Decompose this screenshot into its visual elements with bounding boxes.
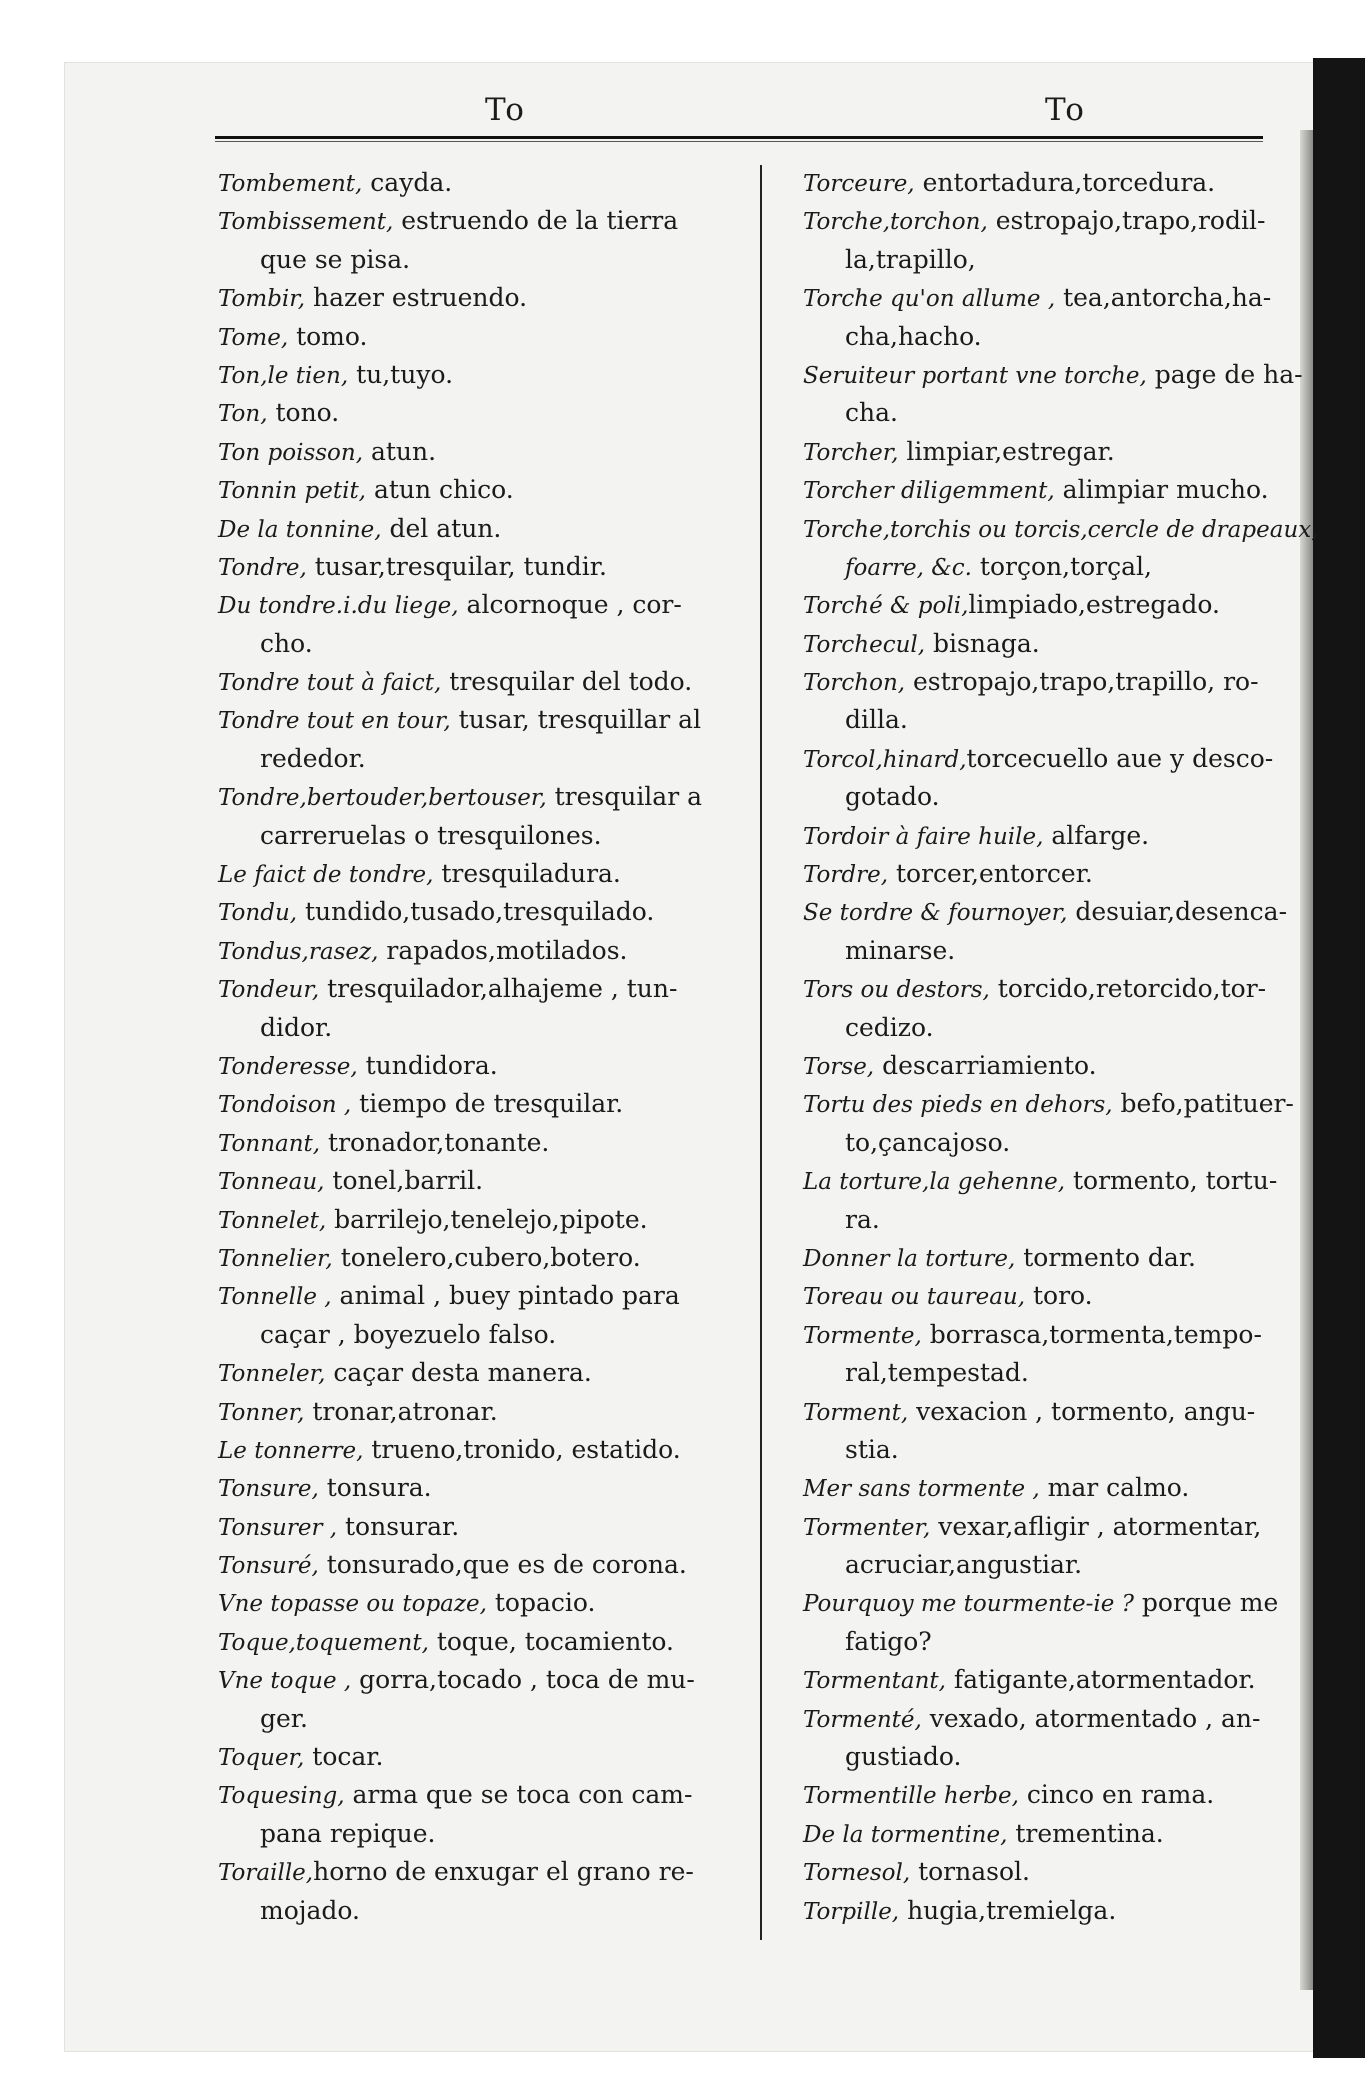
entry-translation: rapados,motilados. — [378, 935, 628, 965]
entry-headword: De la tormentine, — [803, 1821, 1008, 1848]
entry-headword: Pourquoy me tourmente-ie ? — [803, 1591, 1134, 1618]
entry-translation: tomo. — [288, 321, 368, 351]
entry-continuation-line — [803, 1354, 1303, 1392]
dictionary-entry — [803, 279, 1303, 317]
entry-headword: Torchon, — [803, 670, 906, 697]
entry-headword: Tondre, — [218, 554, 307, 581]
entry-translation: tiempo de tresquilar. — [351, 1089, 624, 1119]
entry-headword: Tombir, — [218, 286, 306, 313]
dictionary-entry — [218, 1738, 748, 1776]
entry-translation: estruendo de la tierra — [393, 206, 679, 236]
dictionary-entry — [803, 663, 1303, 701]
entry-translation: atun chico. — [366, 475, 514, 505]
entry-translation: entortadura,torcedura. — [914, 168, 1216, 197]
dictionary-entry — [218, 1393, 748, 1431]
dictionary-entry — [803, 471, 1303, 509]
entry-translation: torcer,entorcer. — [888, 859, 1093, 889]
entry-translation: tornasol. — [910, 1857, 1030, 1887]
entry-continuation-line — [803, 1201, 1303, 1239]
entry-headword: Tonnelier, — [218, 1245, 333, 1272]
dictionary-entry — [803, 510, 1319, 548]
entry-headword: Torche qu'on allume , — [803, 286, 1056, 313]
dictionary-entry — [803, 893, 1303, 931]
dictionary-entry — [803, 1239, 1303, 1277]
dictionary-entry — [218, 1546, 748, 1584]
entry-translation: tonsurado,que es de corona. — [318, 1550, 687, 1580]
entry-continuation-line — [803, 1431, 1303, 1469]
dictionary-entry — [803, 740, 1303, 778]
entry-translation: toro. — [1025, 1281, 1093, 1311]
entry-headword: Du tondre.i.du liege, — [218, 593, 459, 620]
entry-translation: ral,tempestad. — [845, 1358, 1029, 1388]
entry-translation: torcido,retorcido,tor- — [989, 974, 1267, 1004]
dictionary-entry — [218, 1853, 748, 1891]
entry-continuation-line — [803, 394, 1303, 432]
entry-translation: tocar. — [304, 1742, 384, 1772]
entry-headword: De la tonnine, — [218, 516, 382, 543]
entry-translation: bisnaga. — [925, 628, 1040, 658]
entry-translation: cho. — [260, 628, 313, 658]
dictionary-column-left — [218, 164, 748, 1930]
entry-translation: borrasca,tormenta,tempo- — [921, 1319, 1262, 1349]
dictionary-entry — [218, 202, 748, 240]
entry-continuation-line — [218, 241, 748, 279]
entry-headword: Torpille, — [803, 1898, 900, 1925]
header-rule-thin — [215, 141, 1263, 142]
entry-headword: Seruiteur portant vne torche, — [803, 362, 1147, 389]
dictionary-entry — [803, 1393, 1303, 1431]
entry-translation: hazer estruendo. — [305, 283, 528, 313]
entry-translation: cayda. — [362, 168, 453, 197]
entry-translation: to,çancajoso. — [845, 1127, 1011, 1157]
entry-headword: Vne toque , — [218, 1668, 352, 1695]
entry-translation: barrilejo,tenelejo,pipote. — [326, 1204, 648, 1234]
entry-translation: atun. — [363, 436, 437, 466]
entry-headword: Se tordre & fournoyer, — [803, 900, 1068, 927]
entry-translation: fatigo? — [845, 1626, 932, 1656]
entry-translation: tronar,atronar. — [304, 1396, 498, 1426]
dictionary-entry — [218, 855, 748, 893]
entry-headword: Toquer, — [218, 1745, 305, 1772]
entry-translation: trementina. — [1007, 1818, 1164, 1848]
entry-translation: horno de enxugar el grano re- — [313, 1857, 694, 1887]
dictionary-entry — [803, 1815, 1303, 1853]
entry-translation: tonel,barril. — [324, 1166, 484, 1196]
entry-continuation-line — [218, 1892, 748, 1930]
entry-translation: alcornoque , cor- — [458, 590, 682, 620]
entry-headword: Tondre tout en tour, — [218, 708, 451, 735]
entry-translation: tundido,tusado,tresquilado. — [297, 897, 655, 927]
dictionary-entry — [218, 970, 748, 1008]
dictionary-entry — [803, 855, 1303, 893]
entry-headword: Tombissement, — [218, 209, 394, 236]
entry-continuation-line — [218, 1009, 748, 1047]
dictionary-entry — [218, 701, 748, 739]
entry-translation: alimpiar mucho. — [1054, 475, 1269, 505]
entry-translation: tonelero,cubero,botero. — [332, 1242, 641, 1272]
dictionary-entry — [218, 1124, 748, 1162]
entry-headword: Tondoison , — [218, 1092, 352, 1119]
entry-headword: Tors ou destors, — [803, 977, 990, 1004]
entry-headword: Tonsuré, — [218, 1553, 319, 1580]
entry-headword: La torture,la gehenne, — [803, 1169, 1066, 1196]
dictionary-entry — [803, 1162, 1303, 1200]
entry-translation: tresquiladura. — [433, 859, 621, 889]
dictionary-entry — [218, 1469, 748, 1507]
entry-translation: tonsurar. — [337, 1511, 460, 1541]
entry-translation: hugia,tremielga. — [899, 1895, 1117, 1925]
binding-edge — [1313, 58, 1365, 2058]
entry-translation: mar calmo. — [1039, 1473, 1190, 1503]
entry-translation: tormento, tortu- — [1065, 1166, 1278, 1196]
entry-translation: del atun. — [381, 513, 502, 543]
entry-translation: page de ha- — [1146, 359, 1303, 389]
entry-headword: Tonnelet, — [218, 1207, 327, 1234]
entry-translation: cha,hacho. — [845, 321, 982, 351]
dictionary-entry — [218, 548, 748, 586]
running-head-right: To — [1045, 92, 1086, 128]
dictionary-entry — [218, 1661, 748, 1699]
entry-headword: Tormenté, — [803, 1706, 922, 1733]
entry-continuation-line — [803, 1124, 1303, 1162]
entry-headword: Tombement, — [218, 171, 363, 197]
dictionary-entry — [218, 1354, 748, 1392]
entry-translation: stia. — [845, 1434, 899, 1464]
entry-translation: tundidora. — [357, 1050, 498, 1080]
entry-headword: Tonneler, — [218, 1361, 326, 1388]
entry-headword: Toraille, — [218, 1860, 314, 1887]
dictionary-entry — [218, 1623, 748, 1661]
entry-translation: befo,patituer- — [1112, 1089, 1294, 1119]
entry-headword: Tondu, — [218, 900, 298, 927]
dictionary-entry — [218, 932, 748, 970]
entry-translation: trueno,tronido, estatido. — [363, 1434, 681, 1464]
entry-continuation-line — [803, 1738, 1303, 1776]
entry-translation: ger. — [260, 1703, 308, 1733]
entry-translation: torçon,torçal, — [971, 551, 1152, 581]
entry-translation: tonsura. — [318, 1473, 432, 1503]
entry-headword: Tonsurer , — [218, 1514, 338, 1541]
entry-headword: Tome, — [218, 324, 289, 351]
entry-headword: Tormente, — [803, 1322, 922, 1349]
entry-headword: Torcher diligemment, — [803, 478, 1055, 505]
entry-translation: vexado, atormentado , an- — [921, 1703, 1261, 1733]
entry-translation: tea,antorcha,ha- — [1055, 283, 1272, 313]
dictionary-entry — [803, 1700, 1303, 1738]
entry-translation: tono. — [267, 398, 340, 428]
entry-continuation-line — [218, 1316, 748, 1354]
dictionary-entry — [218, 433, 748, 471]
entry-translation: gustiado. — [845, 1742, 962, 1772]
entry-translation: cedizo. — [845, 1012, 934, 1042]
entry-translation: minarse. — [845, 935, 956, 965]
dictionary-entry — [218, 1201, 748, 1239]
dictionary-entry — [218, 893, 748, 931]
running-head-left: To — [485, 92, 526, 128]
entry-translation: dilla. — [845, 705, 908, 735]
entry-translation: rededor. — [260, 743, 366, 773]
dictionary-entry — [218, 1085, 748, 1123]
entry-continuation-line — [803, 318, 1303, 356]
entry-translation: tresquilar del todo. — [441, 667, 693, 697]
dictionary-entry — [803, 1508, 1303, 1546]
dictionary-entry — [803, 1661, 1303, 1699]
entry-continuation-line — [218, 1700, 748, 1738]
dictionary-entry — [218, 778, 748, 816]
dictionary-entry — [218, 279, 748, 317]
entry-headword: Torche,torchis ou torcis,cercle de drapeaux, — [803, 516, 1319, 543]
entry-headword: Vne topasse ou topaze, — [218, 1591, 487, 1618]
entry-translation: limpiar,estregar. — [898, 436, 1115, 466]
entry-continuation-line — [803, 1009, 1303, 1047]
entry-translation: torcecuello aue y desco- — [966, 743, 1274, 773]
entry-headword: Tornesol, — [803, 1860, 911, 1887]
entry-translation: vexar,afligir , atormentar, — [930, 1511, 1262, 1541]
entry-headword: Torcol,hinard, — [803, 746, 967, 773]
dictionary-entry — [803, 433, 1303, 471]
dictionary-entry — [803, 1047, 1303, 1085]
dictionary-entry — [803, 1316, 1303, 1354]
entry-headword: Tonnin petit, — [218, 478, 366, 505]
entry-continuation-line — [803, 548, 1303, 586]
entry-translation: tusar, tresquillar al — [450, 705, 702, 735]
entry-translation: estropajo,trapo,rodil- — [987, 206, 1266, 236]
entry-translation: mojado. — [260, 1895, 360, 1925]
entry-continuation-line — [803, 1623, 1303, 1661]
dictionary-entry — [803, 1853, 1303, 1891]
entry-translation: porque me — [1133, 1588, 1279, 1618]
entry-translation: tresquilar a — [546, 782, 703, 812]
entry-translation: carreruelas o tresquilones. — [260, 820, 602, 850]
entry-continuation-line — [803, 1546, 1303, 1584]
entry-translation: alfarge. — [1043, 820, 1150, 850]
entry-headword: Torse, — [803, 1053, 875, 1080]
dictionary-entry — [218, 586, 748, 624]
entry-translation: acruciar,angustiar. — [845, 1550, 1083, 1580]
entry-translation: tronador,tonante. — [320, 1127, 550, 1157]
dictionary-entry — [803, 586, 1303, 624]
entry-continuation-line — [803, 241, 1303, 279]
entry-headword: Tonderesse, — [218, 1053, 358, 1080]
dictionary-entry — [803, 1469, 1303, 1507]
entry-continuation-line — [803, 778, 1303, 816]
entry-continuation-line — [218, 817, 748, 855]
entry-headword: Tondeur, — [218, 977, 320, 1004]
entry-headword: Torche,torchon, — [803, 209, 988, 236]
entry-translation: estropajo,trapo,trapillo, ro- — [905, 667, 1259, 697]
entry-translation: tresquilador,alhajeme , tun- — [319, 974, 678, 1004]
entry-translation: tormento dar. — [1015, 1242, 1196, 1272]
entry-headword: Toquesing, — [218, 1783, 345, 1810]
entry-headword: Tormentant, — [803, 1668, 946, 1695]
entry-headword: Toreau ou taureau, — [803, 1284, 1026, 1311]
entry-continuation-line — [218, 740, 748, 778]
entry-translation: la,trapillo, — [845, 244, 976, 274]
entry-headword: Tordre, — [803, 862, 889, 889]
entry-headword: Tonsure, — [218, 1476, 319, 1503]
dictionary-entry — [803, 202, 1303, 240]
header-rule — [215, 136, 1263, 139]
entry-headword: Le faict de tondre, — [218, 862, 434, 889]
entry-translation: topacio. — [486, 1588, 596, 1618]
entry-translation: didor. — [260, 1012, 333, 1042]
entry-translation: cha. — [845, 398, 898, 428]
entry-headword: Torceure, — [803, 171, 915, 197]
entry-translation: desuiar,desenca- — [1067, 897, 1288, 927]
entry-translation: cinco en rama. — [1018, 1780, 1215, 1810]
entry-headword: Tondre,bertouder,bertouser, — [218, 785, 547, 812]
entry-translation: descarriamiento. — [874, 1050, 1097, 1080]
dictionary-column-right — [803, 164, 1319, 1930]
dictionary-entry — [218, 164, 748, 202]
entry-headword: Tonneau, — [218, 1169, 325, 1196]
dictionary-entry — [218, 1776, 748, 1814]
entry-headword: Ton poisson, — [218, 439, 364, 466]
dictionary-entry — [803, 817, 1303, 855]
entry-headword: Torment, — [803, 1399, 909, 1426]
entry-headword: Tortu des pieds en dehors, — [803, 1092, 1113, 1119]
entry-translation: animal , buey pintado para — [331, 1281, 680, 1311]
dictionary-entry — [218, 318, 748, 356]
entry-translation: limpiado,estregado. — [968, 590, 1220, 620]
dictionary-entry — [218, 1277, 748, 1315]
entry-translation: ra. — [845, 1204, 880, 1234]
dictionary-entry — [218, 356, 748, 394]
entry-translation: toque, tocamiento. — [428, 1626, 674, 1656]
entry-headword: Torché & poli, — [803, 593, 969, 620]
entry-headword: Tordoir à faire huile, — [803, 823, 1044, 850]
dictionary-entry — [803, 625, 1303, 663]
entry-headword: Donner la torture, — [803, 1245, 1016, 1272]
entry-translation: arma que se toca con cam- — [344, 1780, 693, 1810]
dictionary-entry — [803, 970, 1303, 1008]
dictionary-entry — [218, 1431, 748, 1469]
dictionary-entry — [218, 1047, 748, 1085]
entry-translation: caçar , boyezuelo falso. — [260, 1319, 557, 1349]
entry-translation: caçar desta manera. — [325, 1358, 592, 1388]
dictionary-entry — [218, 1239, 748, 1277]
dictionary-entry — [218, 510, 748, 548]
entry-translation: gotado. — [845, 782, 940, 812]
entry-headword: Ton, — [218, 401, 268, 428]
dictionary-entry — [218, 394, 748, 432]
entry-headword: Tormentille herbe, — [803, 1783, 1019, 1810]
dictionary-entry — [803, 164, 1303, 202]
dictionary-entry — [218, 1162, 748, 1200]
entry-headword: Tonner, — [218, 1399, 305, 1426]
dictionary-entry — [803, 1776, 1303, 1814]
entry-headword: Tonnelle , — [218, 1284, 332, 1311]
entry-headword: Torcher, — [803, 439, 899, 466]
entry-continuation-line — [803, 932, 1303, 970]
entry-headword: Torchecul, — [803, 631, 926, 658]
dictionary-entry — [803, 1277, 1303, 1315]
dictionary-entry — [218, 663, 748, 701]
entry-continuation-line — [803, 701, 1303, 739]
entry-headword: foarre, &c. — [845, 554, 972, 581]
entry-headword: Tondus,rasez, — [218, 938, 379, 965]
entry-continuation-line — [218, 1815, 748, 1853]
entry-translation: gorra,tocado , toca de mu- — [351, 1665, 695, 1695]
dictionary-entry — [218, 471, 748, 509]
entry-headword: Tormenter, — [803, 1514, 931, 1541]
dictionary-entry — [803, 1584, 1303, 1622]
entry-headword: Tonnant, — [218, 1130, 321, 1157]
dictionary-entry — [803, 1892, 1303, 1930]
entry-translation: fatigante,atormentador. — [945, 1665, 1256, 1695]
dictionary-entry — [218, 1584, 748, 1622]
entry-translation: tu,tuyo. — [348, 359, 454, 389]
entry-headword: Tondre tout à faict, — [218, 670, 442, 697]
dictionary-entry — [803, 1085, 1303, 1123]
entry-headword: Toque,toquement, — [218, 1629, 429, 1656]
entry-translation: que se pisa. — [260, 244, 411, 274]
entry-headword: Le tonnerre, — [218, 1437, 364, 1464]
entry-translation: tusar,tresquilar, tundir. — [306, 551, 607, 581]
entry-translation: vexacion , tormento, angu- — [908, 1396, 1256, 1426]
dictionary-entry — [218, 1508, 748, 1546]
entry-headword: Ton,le tien, — [218, 362, 349, 389]
entry-translation: pana repique. — [260, 1818, 436, 1848]
entry-continuation-line — [218, 625, 748, 663]
entry-headword: Mer sans tormente , — [803, 1476, 1040, 1503]
dictionary-entry — [803, 356, 1303, 394]
column-divider — [760, 165, 762, 1940]
